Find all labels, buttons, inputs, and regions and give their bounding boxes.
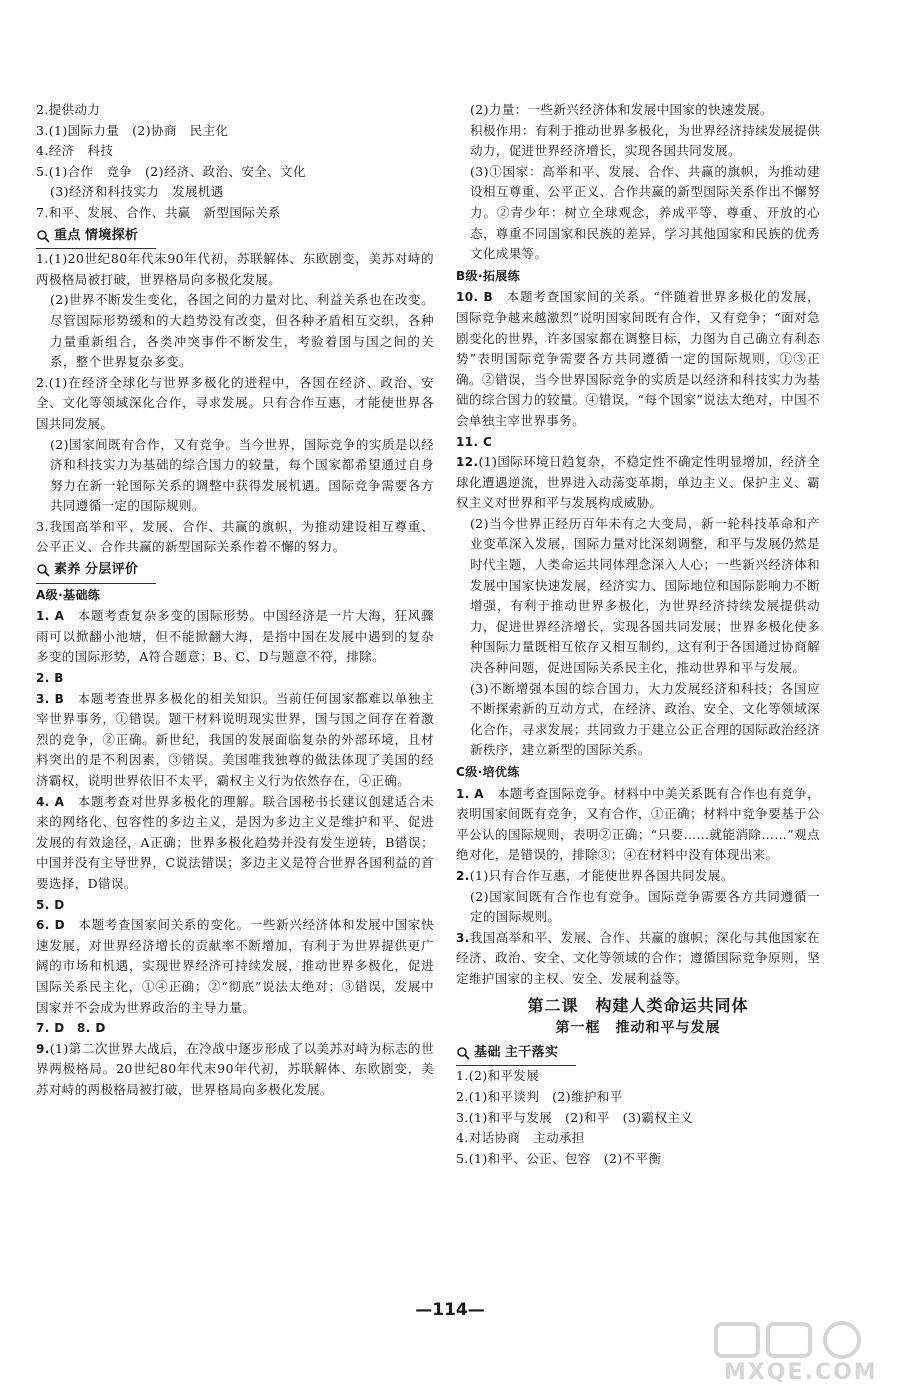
section-header-literacy <box>36 560 434 581</box>
answer-item <box>36 1039 434 1101</box>
answer-number: 2. <box>456 868 470 883</box>
answer-line: (3)不断增强本国的综合国力，大力发展经济和科技；各国应不断探索新的互动方式，在经济、政治、安全、文化等领域深化合作，寻求发展；共同致力于建立公正合理的国际政治经济新秩序，建立新型的国际关系。 <box>470 680 820 758</box>
answer-text: 本题考查对世界多极化的理解。联合国秘书长建议创建适合未来的网络化、包容性的多边主义，是因为多边主义是维护和平、促进发展的有效途径，A正确；世界多极化趋势并没有发生逆转，B错误；中国并没有主导世界，C说法错误；多边主义是符合世界各国利益的首要选择，D错误。 <box>36 793 434 891</box>
frame-title: 第一框 推动和平与发展 <box>555 1020 721 1037</box>
answer-number: 1. A <box>456 786 484 801</box>
answer-line: 4.经济 科技 <box>36 143 114 159</box>
watermark-logo <box>712 1320 892 1386</box>
answer-line: 1.(1)20世纪80年代末90年代初，苏联解体、东欧剧变，美苏对峙的两极格局被打破，世界格局向多极化发展。 <box>36 251 434 287</box>
answer-text: 本题考查世界多极化的相关知识。当前任何国家都难以单独主宰世界事务，①错误。题干材料说明现实世界，国与国之间存在着激烈的竞争，②正确。新世纪，我国的发展面临复杂的外部环境，且材料突出的是不利因素，③错误。美国唯我独尊的做法体现了美国的经济霸权，说明世界依旧不太平，霸权主义行为依然存在，④正确。 <box>36 690 434 788</box>
level-a-heading: A级·基础练 <box>36 587 101 602</box>
section-main: 素养 <box>54 562 81 578</box>
answer-line: 5.(1)合作 竞争 (2)经济、政治、安全、文化 <box>36 163 306 179</box>
answer-line: (2)世界不断发生变化，各国之间的力量对比、利益关系也在改变。尽管国际形势缓和的大趋势没有改变，但各种矛盾相互交织，各种力量重新组合，各类冲突事件不断发生，考验着国与国之间的关系，整个世界复杂多变。 <box>50 292 434 370</box>
section-sub: 主干落实 <box>504 1044 559 1060</box>
answer-line: 4.对话协商 主动承担 <box>456 1130 585 1146</box>
answer-line: 2.提供动力 <box>36 102 101 117</box>
section-underline <box>36 583 156 584</box>
answer-item <box>36 915 434 1018</box>
magnifier-icon <box>456 1046 470 1060</box>
answer-number: 9. <box>36 1041 50 1056</box>
level-b-heading: B级·拓展练 <box>456 268 521 283</box>
answer-text: 本题考查国家间的关系。“伴随着世界多极化的发展，国际竞争越来越激烈”说明国家间既有合作，又有竞争；“面对急剧变化的世界，许多国家都在调整目标，力图为自己确立有利态势”表明国际竞争需要各方共同遵循一定的国际规则，①③正确。②错误，当今世界国际竞争的实质是以经济和科技实力为基础的综合国力的较量。④错误，“每个国家”说法太绝对，中国不会单独主宰世界事务。 <box>456 289 820 428</box>
answer-item <box>456 432 820 453</box>
answer-line: 7.和平、发展、合作、共赢 新型国际关系 <box>36 204 281 220</box>
answer-item <box>36 1018 434 1039</box>
answer-line: (2)力量：一些新兴经济体和发展中国家的快速发展。 <box>470 102 773 117</box>
lesson-title: 第二课 构建人类命运共同体 <box>527 995 749 1015</box>
answer-line: 5.(1)和平、公正、包容 (2)不平衡 <box>456 1150 662 1166</box>
left-column <box>36 100 434 1101</box>
watermark-mark-icon <box>712 1320 892 1360</box>
answer-item <box>456 784 820 866</box>
answer-item <box>36 668 434 689</box>
page-number: —114— <box>415 1300 485 1320</box>
answer-text: 我国高举和平、发展、合作、共赢的旗帜；深化与其他国家在经济、政治、安全、文化等领域的合作；遵循国际竞争原则，坚定维护国家的主权、安全、发展利益等。 <box>456 929 820 986</box>
level-c-heading: C级·培优练 <box>456 765 520 779</box>
answer-line: (2)国家间既有合作，又有竞争。当今世界，国际竞争的实质是以经济和科技实力为基础的综合国力的较量，每个国家都希望通过自身努力在新一轮国际关系的调整中获得发展机遇。国际竞争需要各方共同遵循一定的国际规则。 <box>50 436 434 514</box>
answer-line: 3.我国高举和平、发展、合作、共赢的旗帜，为推动建设相互尊重、公平正义、合作共赢的新型国际关系作着不懈的努力。 <box>36 518 434 555</box>
section-main: 重点 <box>54 227 81 243</box>
answer-line: 2.(1)和平谈判 (2)维护和平 <box>456 1088 623 1104</box>
section-header-key-scenario <box>36 226 434 247</box>
answer-number: 10. B <box>456 290 494 305</box>
answer-number: 2. B <box>36 671 64 686</box>
answer-number: 6. D <box>36 918 65 933</box>
answer-item <box>36 895 434 916</box>
section-sub: 情境探析 <box>84 227 139 243</box>
answer-text: 本题考查复杂多变的国际形势。中国经济是一片大海，狂风骤雨可以掀翻小池塘，但不能掀翻大海，是指中国在发展中遇到的复杂多变的国际形势，A符合题意；B、C、D与题意不符，排除。 <box>36 608 434 665</box>
answer-number: 7. D 8. D <box>36 1021 106 1036</box>
section-main: 基础 <box>474 1044 501 1060</box>
answer-item <box>456 452 820 514</box>
answer-line: 1.(2)和平发展 <box>456 1068 540 1084</box>
answer-text: (1)国际环境日趋复杂，不稳定性不确定性明显增加，经济全球化遭遇逆流，世界进入动荡变革期，单边主义、保护主义、霸权主义对世界和平与发展构成威胁。 <box>456 454 820 511</box>
answer-number: 5. D <box>36 897 65 912</box>
answer-item <box>36 792 434 895</box>
answer-line: 3.(1)和平与发展 (2)和平 (3)霸权主义 <box>456 1109 694 1125</box>
answer-item <box>36 606 434 668</box>
answer-number: 12. <box>456 455 479 470</box>
answer-number: 3. B <box>36 691 65 706</box>
answer-text: 本题考查国际竞争。材料中中美关系既有合作也有竞争，表明国家间既有竞争，又有合作，①正确；材料中竞争要基于公平公认的国际规则，表明②正确；“只要……就能消除……”观点绝对化，是错误的，排除③；④在材料中没有体现出来。 <box>456 785 820 863</box>
answer-text: 本题考查国家间关系的变化。一些新兴经济体和发展中国家快速发展，对世界经济增长的贡献率不断增加，有利于为世界提供更广阔的市场和机遇，实现世界经济可持续发展，推动世界多极化，促进国际关系民主化，①④正确；②“彻底”说法太绝对；③错误，发展中国家并不会成为世界政治的主导力量。 <box>36 917 434 1015</box>
answer-line: (3)①国家：高举和平、发展、合作、共赢的旗帜，为推动建设相互尊重、公平正义、合作共赢的新型国际关系作出不懈努力。②青少年：树立全球观念，养成平等、尊重、开放的心态，尊重不同国家和民族的差异，学习其他国家和民族的优秀文化成果等。 <box>470 163 820 262</box>
right-column <box>456 100 820 1169</box>
answer-number: 1. A <box>36 609 65 624</box>
section-header-basics <box>456 1043 820 1064</box>
answer-line: 积极作用：有利于推动世界多极化，为世界经济持续发展提供动力，促进世界经济增长，实现各国共同发展。 <box>470 122 820 159</box>
answer-line: 2.(1)在经济全球化与世界多极化的进程中，各国在经济、政治、安全、文化等领域深化合作，寻求发展。只有合作互惠，才能使世界各国共同发展。 <box>36 374 434 431</box>
answer-number: 4. A <box>36 794 65 809</box>
answer-line: (2)国家间既有合作也有竞争。国际竞争需要各方共同遵循一定的国际规则。 <box>470 888 820 925</box>
magnifier-icon <box>36 229 50 243</box>
answer-item <box>456 928 820 990</box>
answer-item <box>36 689 434 792</box>
section-sub: 分层评价 <box>84 562 139 578</box>
answer-line: (2)当今世界正经历百年未有之大变局，新一轮科技革命和产业变革深入发展，国际力量对比深刻调整，和平与发展仍然是时代主题，人类命运共同体理念深入人心；一些新兴经济体和发展中国家快速发展，经济实力、国际地位和国际影响力不断增强，有利于推动世界多极化，为世界经济持续发展提供动力，促进世界经济增长，实现各国共同发展；世界多极化使多种国际力量既相互依存又相互制约，这有利于各国通过协商解决各种问题，促进国际关系民主化，推动世界和平与发展。 <box>470 515 820 676</box>
answer-number: 3. <box>456 930 470 945</box>
answer-item <box>456 866 820 887</box>
watermark-text: MXQE.COM <box>724 1360 878 1385</box>
answer-line: (3)经济和科技实力 发展机遇 <box>50 184 224 200</box>
answer-text: (1)第二次世界大战后，在冷战中逐步形成了以美苏对峙为标志的世界两极格局。20世纪80年代末90年代初，苏联解体、东欧剧变，美苏对峙的两极格局被打破，世界格局向多极化发展。 <box>36 1040 434 1097</box>
answer-number: 11. C <box>456 434 493 449</box>
answer-text: (1)只有合作互惠，才能使世界各国共同发展。 <box>469 867 734 883</box>
magnifier-icon <box>36 563 50 577</box>
answer-item <box>456 287 820 431</box>
answer-line: 3.(1)国际力量 (2)协商 民主化 <box>36 122 229 138</box>
